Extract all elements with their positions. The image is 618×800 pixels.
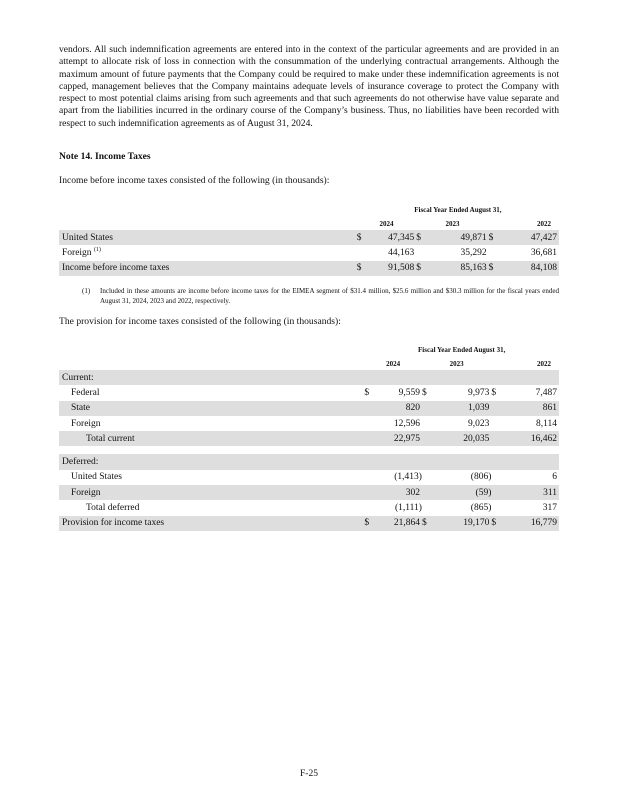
table-row-total-deferred: Total deferred (1,111) (865) 317: [86, 503, 557, 514]
year-header: 2022: [537, 219, 551, 228]
indemnification-paragraph: vendors. All such indemnification agreements are entered into in the context of the particular agreements and are provided in an attempt to allocate risk of loss in connection with the consummation of the underlying contractual arrangements. Although the maximum amount of future payments that the Company could be required to make under these indemnification agreements is not capped, management believes that the Company maintains adequate levels of insurance coverage to protect the Company with respect to most potential claims arising from such agreements and that such agreements do not otherwise have value separate and apart from the liabilities incurred in the ordinary course of the Company’s business. Thus, no liabilities have been recorded with respect to such indemnification agreements as of August 31, 2024.: [59, 44, 559, 129]
table-row: Income before income taxes $ 91,508 $ 85,163 $ 84,108: [59, 261, 559, 276]
year-header: 2024: [386, 359, 401, 368]
fiscal-year-header: Fiscal Year Ended August 31,: [414, 206, 502, 214]
table-row: United States $ 47,345 $ 49,871 $ 47,427: [59, 230, 559, 245]
table-row: Foreign $^{(1)}$ 44,163 35,292 36,681: [62, 247, 557, 259]
section-row-deferred: Deferred:: [59, 454, 559, 469]
table-row: Foreign 12,596 9,023 8,114: [71, 418, 557, 429]
income-table-intro: Income before income taxes consisted of the following (in thousands):: [59, 175, 330, 186]
provision-for-income-taxes-table: [59, 343, 559, 531]
table-row: State 820 1,039 861: [59, 401, 559, 416]
table-row: United States (1,413) (806) 6: [71, 472, 557, 483]
table-row: Foreign 302 (59) 311: [59, 485, 559, 500]
footnote-ref: (1): [93, 247, 101, 254]
table-row-total-current: Total current 22,975 20,035 16,462: [59, 431, 559, 446]
fiscal-year-header: Fiscal Year Ended August 31,: [418, 346, 506, 354]
section-row-current: Current:: [59, 370, 559, 385]
note-title: Note 14. Income Taxes: [59, 151, 151, 162]
table-row-provision-total: Provision for income taxes $ 21,864 $ 19,170 $ 16,779: [59, 516, 559, 531]
year-header: 2023: [445, 219, 460, 228]
year-header: 2024: [379, 219, 394, 228]
income-before-taxes-table: [59, 203, 559, 276]
year-header: 2023: [449, 359, 464, 368]
provision-table-intro: The provision for income taxes consisted of the following (in thousands):: [59, 316, 341, 327]
year-header: 2022: [537, 359, 551, 368]
page-number: F-25: [300, 769, 318, 779]
table-row: Federal $ 9,559 $ 9,973 $ 7,487: [71, 387, 557, 398]
